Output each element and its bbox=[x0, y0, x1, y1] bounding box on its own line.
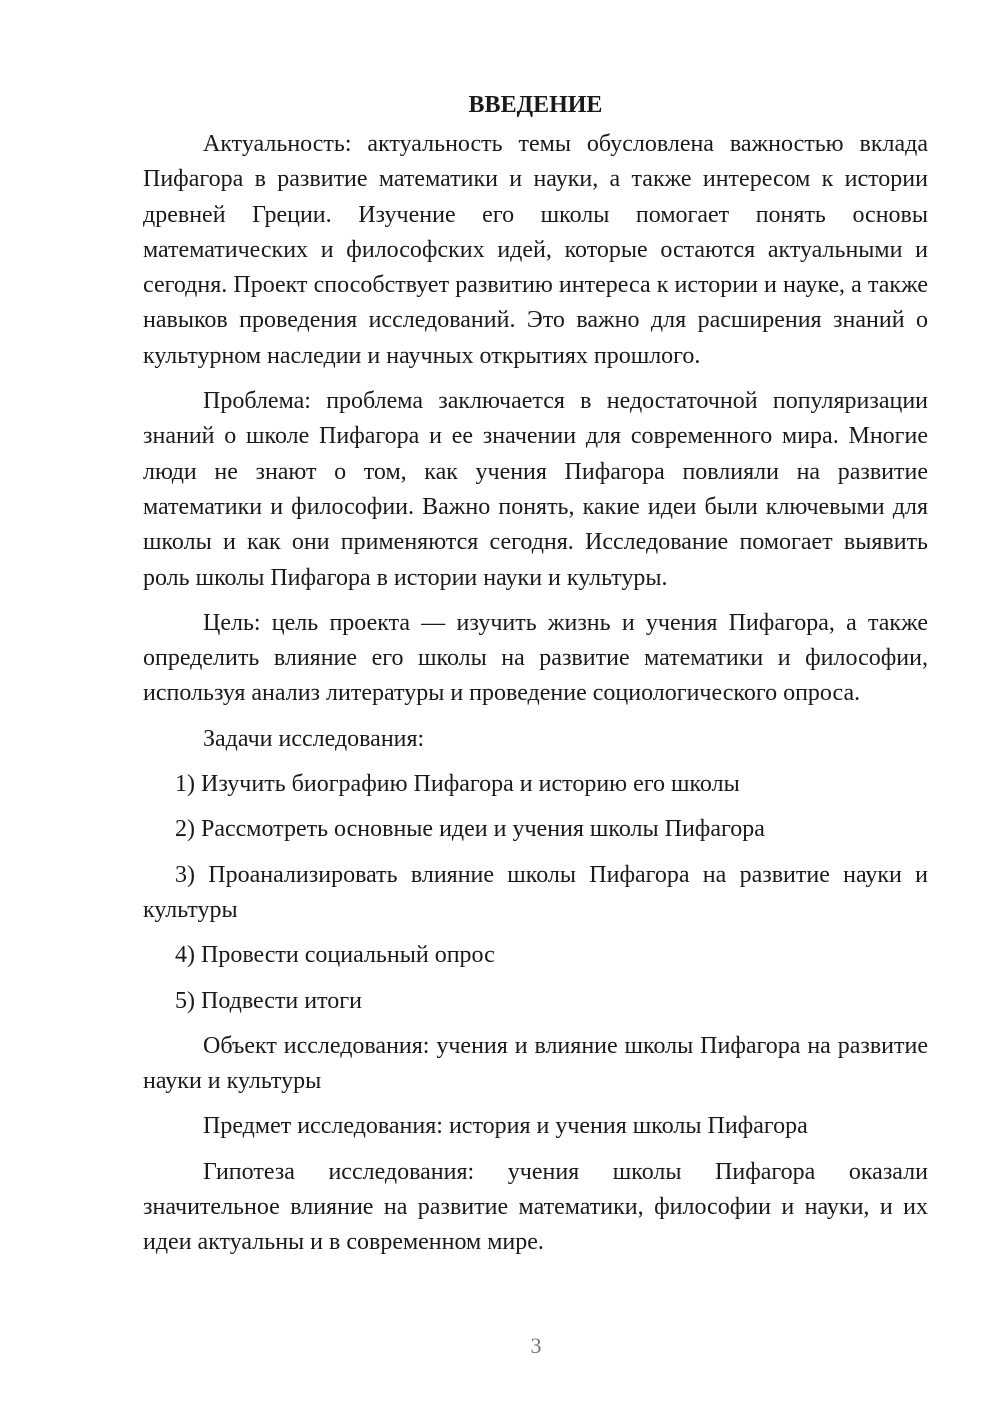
document-page bbox=[143, 90, 928, 1271]
page-number: 3 bbox=[530, 1333, 542, 1358]
subject-paragraph: Предмет исследования: история и учения школы Пифагора bbox=[203, 1113, 808, 1140]
list-item: 5) Подвести итоги bbox=[175, 987, 362, 1014]
goal-paragraph: Цель: цель проекта — изучить жизнь и учения Пифагора, а также определить влияние его школы на развитие математики и философии, используя анализ литературы и проведение социологического опроса. bbox=[143, 609, 928, 707]
list-item: 4) Провести социальный опрос bbox=[175, 942, 495, 969]
tasks-heading: Задачи исследования: bbox=[203, 725, 425, 752]
tasks-list bbox=[143, 767, 928, 1019]
object-paragraph: Объект исследования: учения и влияние школы Пифагора на развитие науки и культуры bbox=[143, 1032, 928, 1095]
relevance-paragraph: Актуальность: актуальность темы обусловлена важностью вклада Пифагора в развитие математики и науки, а также интересом к истории древней Греции. Изучение его школы помогает понять основы математических и философских идей, которые остаются актуальными и сегодня. Проект способствует развитию интереса к истории и науке, а также навыков проведения исследований. Это важно для расширения знаний о культурном наследии и научных открытиях прошлого. bbox=[143, 131, 928, 369]
problem-paragraph: Проблема: проблема заключается в недостаточной популяризации знаний о школе Пифагора и ее значении для современного мира. Многие люди не знают о том, как учения Пифагора повлияли на развитие математики и философии. Важно понять, какие идеи были ключевыми для школы и как они применяются сегодня. Исследование помогает выявить роль школы Пифагора в истории науки и культуры. bbox=[143, 388, 928, 591]
list-item: 3) Проанализировать влияние школы Пифагора на развитие науки и культуры bbox=[143, 861, 928, 923]
document-title: ВВЕДЕНИЕ bbox=[468, 92, 603, 118]
hypothesis-paragraph: Гипотеза исследования: учения школы Пифагора оказали значительное влияние на развитие математики, философии и науки, и их идеи актуальны и в современном мире. bbox=[143, 1158, 928, 1256]
list-item: 1) Изучить биографию Пифагора и историю его школы bbox=[175, 771, 740, 798]
list-item: 2) Рассмотреть основные идеи и учения школы Пифагора bbox=[175, 816, 765, 843]
